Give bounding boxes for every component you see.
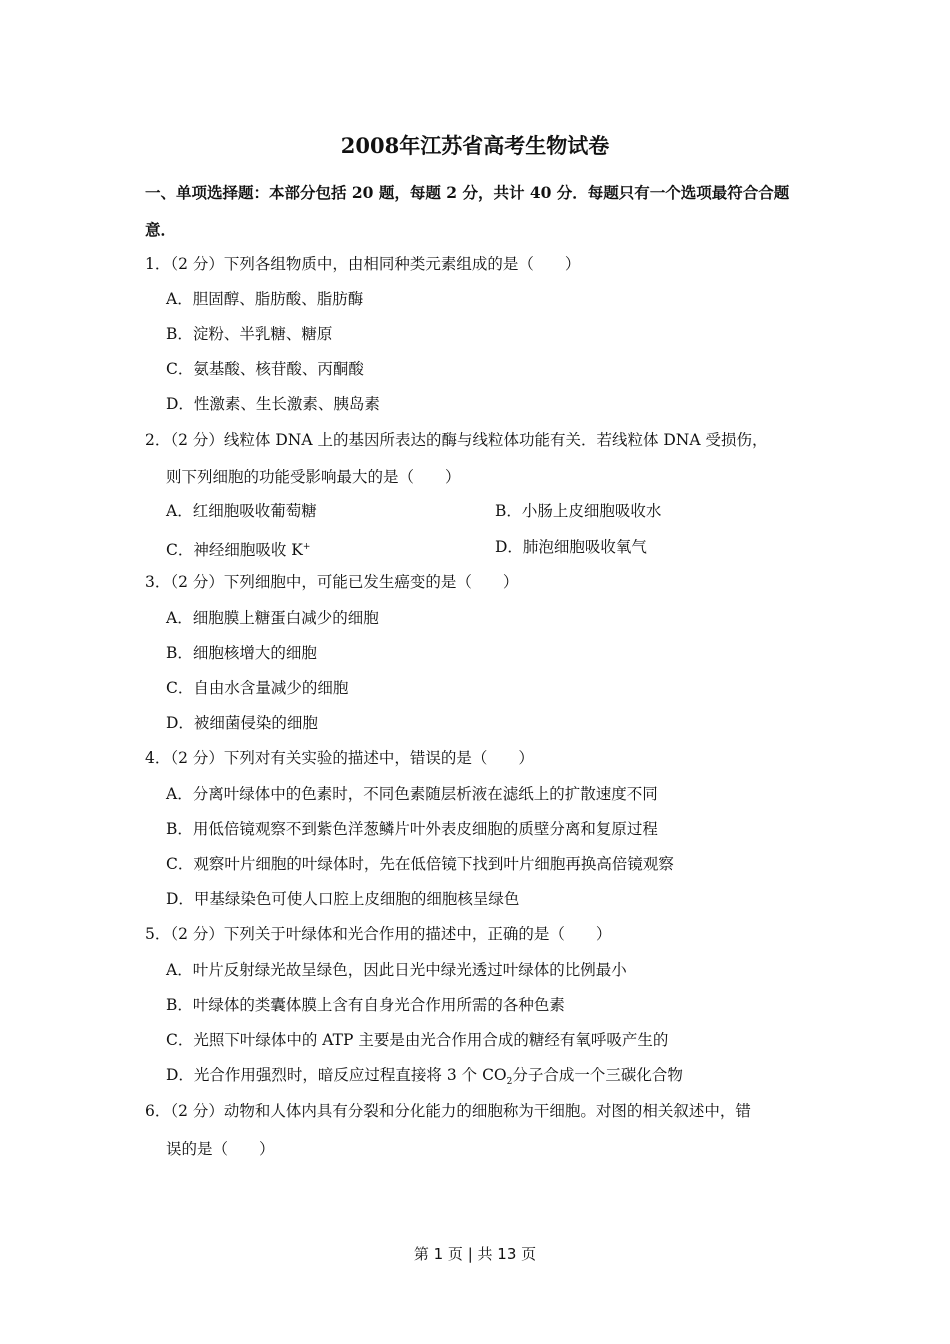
option-c: C．光照下叶绿体中的 ATP 主要是由光合作用合成的糖经有氧呼吸产生的 <box>166 1031 669 1049</box>
section-heading: 一、单项选择题：本部分包括 20 题，每题 2 分，共计 40 分．每题只有一个选项最符合合题 <box>145 183 790 202</box>
question-stem: 4．（2 分）下列对有关实验的描述中，错误的是（ ） <box>145 749 534 767</box>
option-a: A．分离叶绿体中的色素时，不同色素随层析液在滤纸上的扩散速度不同 <box>166 785 658 803</box>
question-stem: 3．（2 分）下列细胞中，可能已发生癌变的是（ ） <box>145 573 519 591</box>
option-c-text: C．神经细胞吸收 K <box>166 541 303 560</box>
option-a: A．细胞膜上糖蛋白减少的细胞 <box>166 609 379 627</box>
question-stem: 5．（2 分）下列关于叶绿体和光合作用的描述中，正确的是（ ） <box>145 925 612 943</box>
option-d-text: D．光合作用强烈时，暗反应过程直接将 3 个 CO <box>166 1066 507 1084</box>
option-d-text-cont: 分子合成一个三碳化合物 <box>512 1066 683 1084</box>
question-stem: 1．（2 分）下列各组物质中，由相同种类元素组成的是（ ） <box>145 255 581 273</box>
option-c: C．自由水含量减少的细胞 <box>166 679 349 697</box>
option-a: A．红细胞吸收葡萄糖 <box>166 502 317 520</box>
option-d: D．性激素、生长激素、胰岛素 <box>166 395 380 413</box>
option-d: D．肺泡细胞吸收氧气 <box>495 538 647 556</box>
option-d: D．甲基绿染色可使人口腔上皮细胞的细胞核呈绿色 <box>166 890 520 908</box>
section-heading-cont: 意． <box>145 220 177 239</box>
page-title: 2008年江苏省高考生物试卷 <box>340 133 610 158</box>
question-stem-cont: 则下列细胞的功能受影响最大的是（ ） <box>166 468 461 486</box>
option-b: B．淀粉、半乳糖、糖原 <box>166 325 333 343</box>
option-a: A．胆固醇、脂肪酸、脂肪酶 <box>166 290 364 308</box>
option-d <box>166 1065 683 1092</box>
option-a: A．叶片反射绿光故呈绿色，因此日光中绿光透过叶绿体的比例最小 <box>166 961 627 979</box>
page-footer: 第 1 页 | 共 13 页 <box>413 1245 537 1263</box>
option-b: B．细胞核增大的细胞 <box>166 644 317 662</box>
option-c <box>166 537 310 560</box>
option-b: B．用低倍镜观察不到紫色洋葱鳞片叶外表皮细胞的质壁分离和复原过程 <box>166 820 658 838</box>
option-b: B．叶绿体的类囊体膜上含有自身光合作用所需的各种色素 <box>166 996 565 1014</box>
superscript: + <box>302 542 311 552</box>
option-c: C．氨基酸、核苷酸、丙酮酸 <box>166 360 364 378</box>
option-d: D．被细菌侵染的细胞 <box>166 714 318 732</box>
option-b: B．小肠上皮细胞吸收水 <box>495 502 662 520</box>
question-stem: 6．（2 分）动物和人体内具有分裂和分化能力的细胞称为干细胞。对图的相关叙述中，错 <box>145 1102 751 1120</box>
question-stem: 2．（2 分）线粒体 DNA 上的基因所表达的酶与线粒体功能有关．若线粒体 DNA 受损伤， <box>145 431 768 449</box>
option-c: C．观察叶片细胞的叶绿体时，先在低倍镜下找到叶片细胞再换高倍镜观察 <box>166 855 674 873</box>
question-stem-cont: 误的是（ ） <box>166 1140 275 1158</box>
subscript: 2 <box>506 1077 513 1088</box>
